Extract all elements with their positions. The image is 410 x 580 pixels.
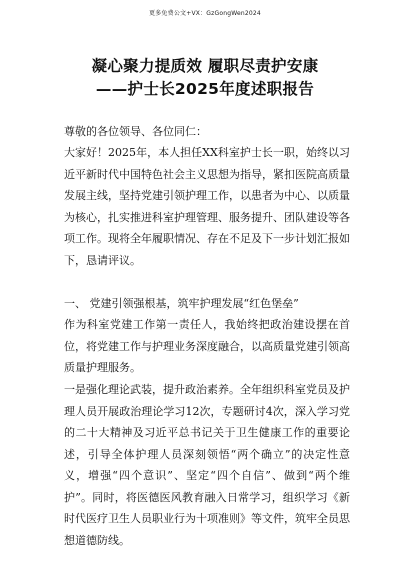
document-subtitle: ——护士长2025年度述职报告	[95, 80, 315, 98]
intro-paragraph: 大家好！2025年，本人担任XX科室护士长一职，始终以习近平新时代中国特色社会主义思想为指导，紧扣医院高质量发展主线，坚持党建引领护理工作，以患者为中心、以质量为核心，扎实推进科室护理管理、服务提升、团队建设等各项工作。现将全年履职情况、存在不足及下一步计划汇报如下，恳请评议。	[64, 146, 350, 267]
salutation: 尊敬的各位领导、各位同仁：	[64, 125, 207, 138]
document-title: 凝心聚力提质效 履职尽责护安康	[91, 57, 319, 75]
section-heading-1: 一、 党建引领强根基，筑牢护理发展“红色堡垒”	[64, 297, 299, 310]
section1-point1-paragraph: 一是强化理论武装，提升政治素养。全年组织科室党员及护理人员开展政治理论学习12次，专题研讨4次，深入学习党的二十大精神及习近平总书记关于卫生健康工作的重要论述，引导全体护理人员深刻领悟“两个确立”的决定性意义，增强“四个意识”、坚定“四个自信”、做到“两个维护”。同时，将医德医风教育融入日常学习，组织学习《新时代医疗卫生人员职业行为十项准则》等文件，筑牢全员思想道德防线。	[64, 383, 350, 547]
section1-intro-paragraph: 作为科室党建工作第一责任人，我始终把政治建设摆在首位，将党建工作与护理业务深度融合，以高质量党建引领高质量护理服务。	[64, 318, 350, 374]
header-note: 更多免费公文+VX：GzGongWen2024	[149, 10, 261, 17]
